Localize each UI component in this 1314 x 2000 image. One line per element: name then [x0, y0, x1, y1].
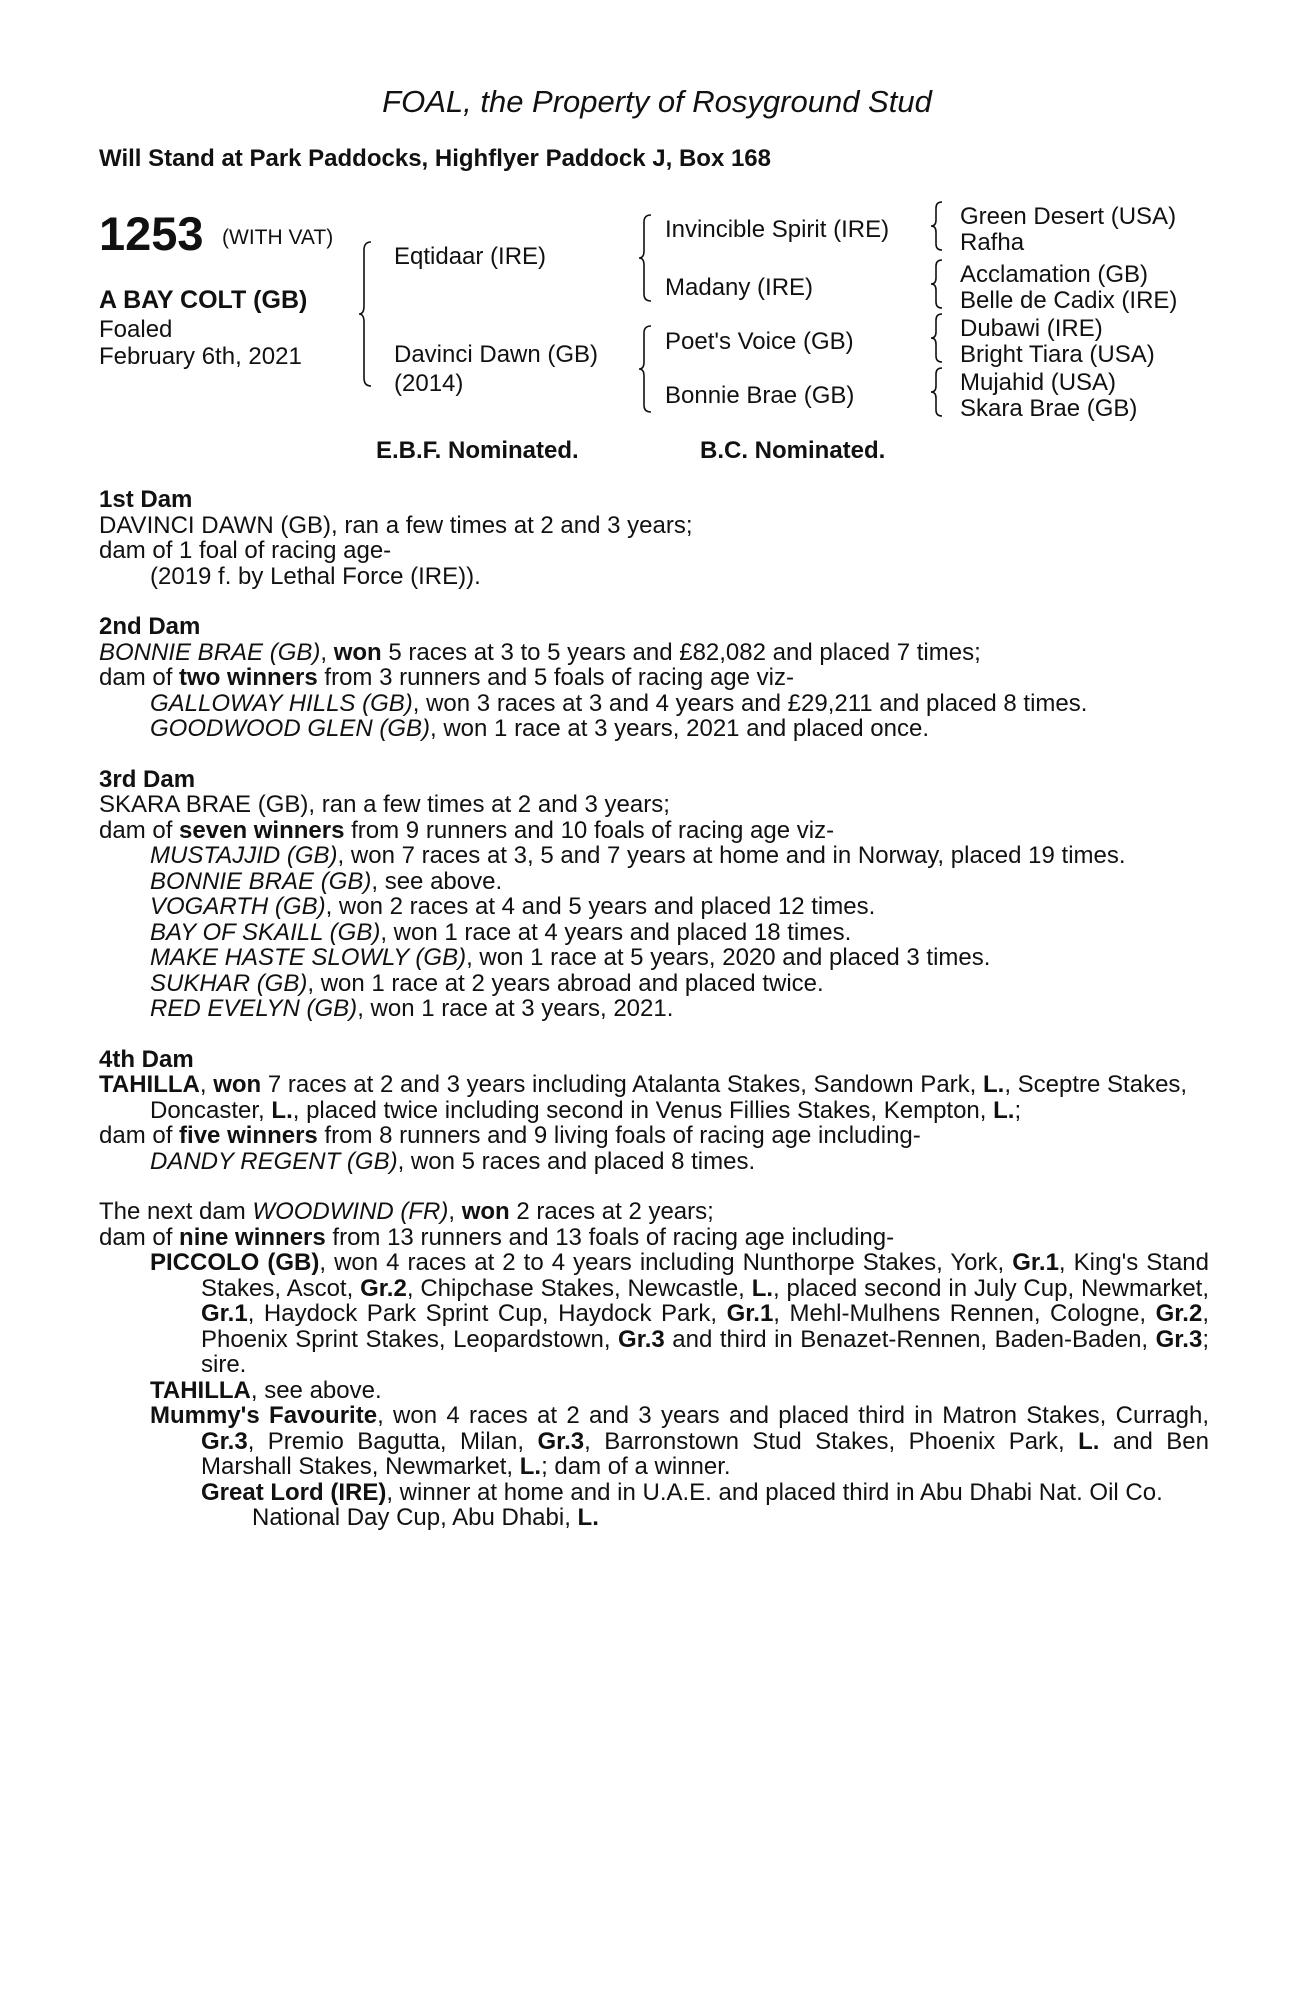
bc-nomination: B.C. Nominated. — [700, 437, 886, 464]
pedigree-brace-dam — [638, 324, 654, 414]
dam-line — [99, 487, 1209, 1556]
fourth-dam-section — [99, 1047, 1209, 1175]
foaled-date: February 6th, 2021 — [99, 343, 302, 370]
pedigree-sire-sire: Invincible Spirit (IRE) — [665, 216, 890, 243]
vat-note: (WITH VAT) — [222, 226, 334, 249]
pedigree-gg3: Acclamation (GB) — [960, 261, 1149, 288]
dam-produce-summary: dam of two winners from 3 runners and 5 foals of racing age viz- — [99, 664, 794, 691]
produce-entry: RED EVELYN (GB), won 1 race at 3 years, 2021. — [150, 995, 674, 1022]
pedigree-brace-g2 — [929, 258, 945, 310]
produce-entry: MUSTAJJID (GB), won 7 races at 3, 5 and 7 years at home and in Norway, placed 19 times. — [150, 842, 1126, 869]
dam-record: DAVINCI DAWN (GB), ran a few times at 2 and 3 years; — [99, 511, 693, 539]
pedigree-gg6: Bright Tiara (USA) — [960, 341, 1155, 368]
dam-record: SKARA BRAE (GB), ran a few times at 2 and 3 years; — [99, 791, 670, 818]
produce-entry: TAHILLA, see above. — [150, 1376, 382, 1404]
pedigree-dam: Davinci Dawn (GB) — [394, 341, 599, 368]
pedigree-gg4: Belle de Cadix (IRE) — [960, 287, 1178, 314]
ebf-nomination: E.B.F. Nominated. — [376, 437, 579, 464]
pedigree-gg8: Skara Brae (GB) — [960, 395, 1138, 422]
section-title: 4th Dam — [99, 1045, 194, 1073]
pedigree-gg5: Dubawi (IRE) — [960, 315, 1103, 342]
pedigree-dam-sire: Poet's Voice (GB) — [665, 328, 854, 355]
dam-produce-summary: dam of seven winners from 9 runners and 10 foals of racing age viz- — [99, 816, 835, 844]
pedigree-brace-g3 — [929, 312, 945, 364]
third-dam-section — [99, 767, 1209, 1022]
pedigree-brace-main — [358, 240, 374, 388]
produce-entry: PICCOLO (GB), won 4 races at 2 to 4 years including Nunthorpe Stakes, York, Gr.1, King's Stand Stakes, Ascot, Gr.2, Chipchase Stakes, Newcastle, L., placed second in July Cup, Newmarket, Gr.1, Haydock Park Sprint Cup, Haydock Park, Gr.1, Mehl-Mulhens Rennen, Cologne, Gr.2, Phoenix Sprint Stakes, Leopardstown, Gr.3 and third in Benazet-Rennen, Baden-Baden, Gr.3; sire. — [150, 1249, 1209, 1378]
produce-entry: GALLOWAY HILLS (GB), won 3 races at 3 and 4 years and £29,211 and placed 8 times. — [150, 689, 1088, 717]
next-dam-section — [99, 1199, 1209, 1531]
produce-entry: (2019 f. by Lethal Force (IRE)). — [150, 562, 481, 590]
produce-entry: VOGARTH (GB), won 2 races at 4 and 5 years and placed 12 times. — [150, 893, 876, 920]
pedigree-dam-dam: Bonnie Brae (GB) — [665, 382, 855, 409]
foaled-label: Foaled — [99, 316, 173, 343]
produce-entry: GOODWOOD GLEN (GB), won 1 race at 3 years, 2021 and placed once. — [150, 715, 930, 742]
dam-record: BONNIE BRAE (GB), won 5 races at 3 to 5 years and £82,082 and placed 7 times; — [99, 638, 981, 666]
pedigree-brace-g4 — [929, 366, 945, 418]
produce-entry: MAKE HASTE SLOWLY (GB), won 1 race at 5 years, 2020 and placed 3 times. — [150, 944, 991, 971]
produce-entry: SUKHAR (GB), won 1 race at 2 years abroad and placed twice. — [150, 969, 824, 997]
produce-entry: BAY OF SKAILL (GB), won 1 race at 4 years and placed 18 times. — [150, 918, 852, 946]
dam-produce-summary: dam of nine winners from 13 runners and 13 foals of racing age including- — [99, 1223, 895, 1251]
produce-entry: Great Lord (IRE), winner at home and in U.A.E. and placed third in Abu Dhabi Nat. Oil Co. National Day Cup, Abu Dhabi, L. — [201, 1478, 1163, 1531]
lot-description: A BAY COLT (GB) — [99, 286, 308, 314]
dam-record: TAHILLA, won 7 races at 2 and 3 years including Atalanta Stakes, Sandown Park, L., Sceptre Stakes, Doncaster, L., placed twice including second in Venus Fillies Stakes, Kempton, L.; — [99, 1071, 1188, 1124]
dam-record: The next dam WOODWIND (FR), won 2 races at 2 years; — [99, 1198, 714, 1225]
produce-entry: BONNIE BRAE (GB), see above. — [150, 867, 503, 895]
stand-location: Will Stand at Park Paddocks, Highflyer Paddock J, Box 168 — [99, 145, 771, 172]
pedigree-sire: Eqtidaar (IRE) — [394, 243, 547, 270]
foaled-info — [99, 316, 302, 370]
pedigree-sire-dam: Madany (IRE) — [665, 274, 814, 301]
pedigree-brace-g1 — [929, 200, 945, 252]
pedigree-gg1: Green Desert (USA) — [960, 203, 1177, 230]
pedigree-brace-sire — [638, 213, 654, 303]
property-heading: FOAL, the Property of Rosyground Stud — [382, 84, 932, 119]
section-title: 2nd Dam — [99, 613, 201, 640]
produce-entry: DANDY REGENT (GB), won 5 races and placed 8 times. — [150, 1147, 756, 1175]
pedigree-gg2: Rafha — [960, 229, 1025, 256]
section-title: 3rd Dam — [99, 765, 196, 793]
lot-number: 1253 — [99, 207, 204, 260]
second-dam-section — [99, 614, 1209, 742]
produce-entry: Mummy's Favourite, won 4 races at 2 and 3 years and placed third in Matron Stakes, Curragh, Gr.3, Premio Bagutta, Milan, Gr.3, Barronstown Stud Stakes, Phoenix Park, L. and Ben Marshall Stakes, Newmarket, L.; dam of a winner. — [150, 1402, 1210, 1480]
dam-produce-summary: dam of 1 foal of racing age- — [99, 537, 392, 564]
pedigree-gg7: Mujahid (USA) — [960, 369, 1117, 396]
dam-produce-summary: dam of five winners from 8 runners and 9 living foals of racing age including- — [99, 1122, 921, 1149]
section-title: 1st Dam — [99, 486, 193, 513]
pedigree-dam-year: (2014) — [394, 370, 464, 397]
first-dam-section — [99, 487, 1209, 589]
